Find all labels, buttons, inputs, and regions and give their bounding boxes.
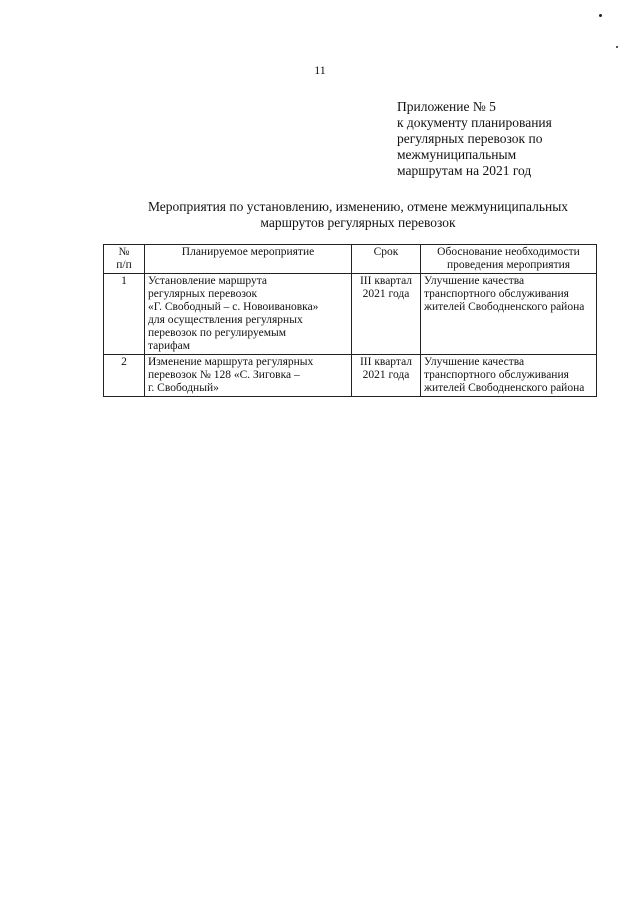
header-reason-line: проведения мероприятия	[446, 259, 571, 271]
appendix-line: к документу планирования	[397, 115, 552, 130]
event-line: тарифам	[148, 340, 191, 352]
reason-line: жителей Свободненского района	[424, 301, 585, 313]
row-event	[145, 355, 352, 397]
reason-line: транспортного обслуживания	[424, 369, 569, 381]
appendix-line: Приложение № 5	[397, 99, 496, 114]
event-line: Изменение маршрута регулярных	[148, 356, 314, 368]
table-header-row	[104, 245, 597, 274]
table-row	[104, 355, 597, 397]
row-term	[352, 355, 421, 397]
scan-speck	[616, 46, 618, 48]
term-line: III квартал	[359, 275, 413, 287]
header-number	[104, 245, 145, 274]
appendix-line: межмуниципальным	[397, 147, 517, 162]
appendix-line: регулярных перевозок по	[397, 131, 543, 146]
title-line: Мероприятия по установлению, изменению, отмене межмуниципальных	[147, 199, 569, 214]
header-term: Срок	[352, 245, 421, 274]
reason-line: транспортного обслуживания	[424, 288, 569, 300]
event-line: регулярных перевозок	[148, 288, 258, 300]
page-number: 11	[314, 63, 326, 77]
reason-line: Улучшение качества	[424, 356, 525, 368]
event-line: перевозок № 128 «С. Зиговка –	[148, 369, 300, 381]
header-reason	[421, 245, 597, 274]
term-line: 2021 года	[362, 369, 410, 381]
header-number-line: №	[118, 246, 130, 258]
document-title	[118, 199, 598, 231]
event-line: г. Свободный»	[148, 382, 219, 394]
reason-line: Улучшение качества	[424, 275, 525, 287]
table-row	[104, 274, 597, 355]
event-line: для осуществления регулярных	[148, 314, 303, 326]
row-number: 1	[104, 274, 145, 355]
row-reason	[421, 274, 597, 355]
row-term	[352, 274, 421, 355]
header-reason-line: Обоснование необходимости	[437, 246, 580, 258]
row-event	[145, 274, 352, 355]
event-line: «Г. Свободный – с. Новоивановка»	[148, 301, 319, 313]
row-number: 2	[104, 355, 145, 397]
term-line: III квартал	[359, 356, 413, 368]
event-line: перевозок по регулируемым	[148, 327, 286, 339]
scan-speck	[599, 14, 602, 17]
term-line: 2021 года	[362, 288, 410, 300]
events-table	[103, 244, 597, 397]
row-reason	[421, 355, 597, 397]
reason-line: жителей Свободненского района	[424, 382, 585, 394]
appendix-line: маршрутам на 2021 год	[397, 163, 532, 178]
header-number-line: п/п	[116, 259, 132, 271]
event-line: Установление маршрута	[148, 275, 267, 287]
header-event: Планируемое мероприятие	[145, 245, 352, 274]
appendix-header	[397, 99, 597, 179]
title-line: маршрутов регулярных перевозок	[260, 215, 456, 230]
